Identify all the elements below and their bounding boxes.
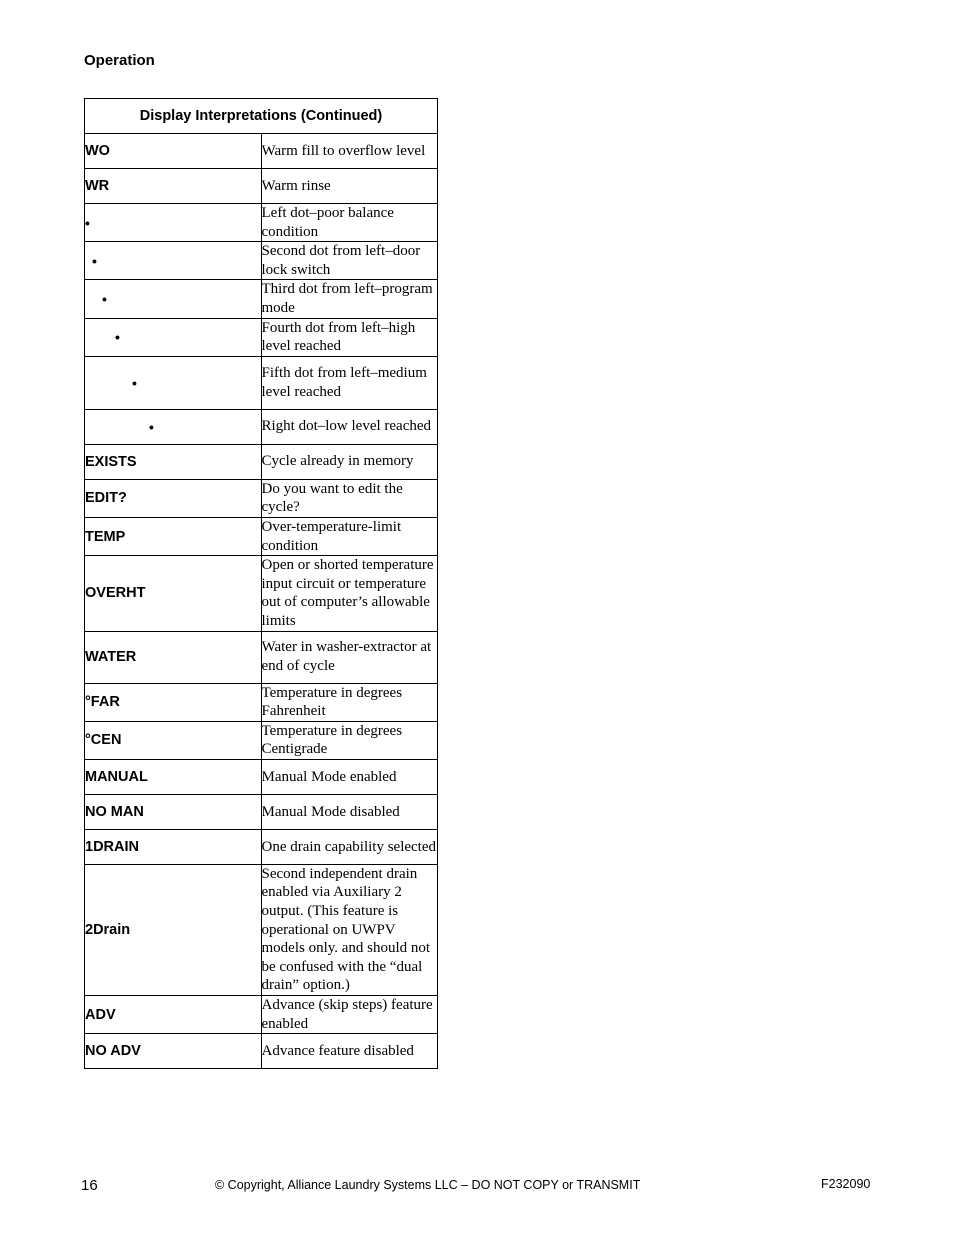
display-dot-cell — [85, 318, 262, 356]
code-description: Second dot from left–door lock switch — [261, 242, 438, 280]
dot-indicator-2: • — [92, 252, 97, 269]
display-dot-cell — [85, 280, 262, 318]
table-row — [85, 479, 438, 517]
table-row — [85, 242, 438, 280]
code-description: Second independent drain enabled via Auxiliary 2 output. (This feature is operational on UWPV models only. and should not be confused with the “dual drain” option.) — [261, 864, 438, 995]
code-description: Manual Mode enabled — [261, 759, 438, 794]
display-code: TEMP — [85, 517, 262, 555]
display-dot-cell — [85, 242, 262, 280]
dot-indicator-3: • — [102, 290, 107, 307]
code-description: One drain capability selected — [261, 829, 438, 864]
code-description: Advance (skip steps) feature enabled — [261, 996, 438, 1034]
display-code: EXISTS — [85, 444, 262, 479]
display-code: NO ADV — [85, 1034, 262, 1069]
table-row — [85, 996, 438, 1034]
code-description: Open or shorted temperature input circuit or temperature out of computer’s allowable limits — [261, 556, 438, 631]
table-row — [85, 1034, 438, 1069]
table-caption: Display Interpretations (Continued) — [85, 99, 438, 134]
display-code: ADV — [85, 996, 262, 1034]
code-description: Third dot from left–program mode — [261, 280, 438, 318]
display-code: 1DRAIN — [85, 829, 262, 864]
table-row — [85, 556, 438, 631]
table-row — [85, 517, 438, 555]
table-row — [85, 759, 438, 794]
table-row — [85, 318, 438, 356]
code-description: Left dot–poor balance condition — [261, 204, 438, 242]
display-code: °FAR — [85, 683, 262, 721]
table-row — [85, 631, 438, 683]
display-dot-cell — [85, 356, 262, 409]
table-row — [85, 409, 438, 444]
table-row — [85, 169, 438, 204]
table-row — [85, 356, 438, 409]
table-row — [85, 683, 438, 721]
table-caption-row — [85, 99, 438, 134]
display-code: NO MAN — [85, 794, 262, 829]
code-description: Temperature in degrees Centigrade — [261, 721, 438, 759]
dot-indicator-6: • — [149, 418, 154, 435]
display-code: WATER — [85, 631, 262, 683]
code-description: Warm rinse — [261, 169, 438, 204]
table-row — [85, 134, 438, 169]
display-code: EDIT? — [85, 479, 262, 517]
table-row — [85, 864, 438, 995]
display-dot-cell — [85, 409, 262, 444]
display-code: WR — [85, 169, 262, 204]
display-dot-cell — [85, 204, 262, 242]
code-description: Advance feature disabled — [261, 1034, 438, 1069]
display-code: MANUAL — [85, 759, 262, 794]
code-description: Fifth dot from left–medium level reached — [261, 356, 438, 409]
page-number: 16 — [81, 1177, 98, 1194]
display-code: WO — [85, 134, 262, 169]
dot-indicator-1: • — [85, 214, 90, 231]
code-description: Do you want to edit the cycle? — [261, 479, 438, 517]
table-row — [85, 794, 438, 829]
code-description: Over-temperature-limit condition — [261, 517, 438, 555]
display-code: 2Drain — [85, 864, 262, 995]
code-description: Manual Mode disabled — [261, 794, 438, 829]
dot-indicator-5: • — [132, 374, 137, 391]
code-description: Warm fill to overflow level — [261, 134, 438, 169]
table-row — [85, 721, 438, 759]
dot-indicator-4: • — [115, 329, 120, 346]
table-row — [85, 280, 438, 318]
section-heading: Operation — [84, 52, 155, 69]
table-row — [85, 829, 438, 864]
display-code: °CEN — [85, 721, 262, 759]
table-row — [85, 204, 438, 242]
copyright-notice: © Copyright, Alliance Laundry Systems LLC – DO NOT COPY or TRANSMIT — [215, 1178, 641, 1192]
code-description: Cycle already in memory — [261, 444, 438, 479]
document-number: F232090 — [821, 1177, 871, 1191]
code-description: Right dot–low level reached — [261, 409, 438, 444]
code-description: Water in washer-extractor at end of cycle — [261, 631, 438, 683]
display-code: OVERHT — [85, 556, 262, 631]
display-interpretations-table — [84, 98, 438, 1069]
table-row — [85, 444, 438, 479]
code-description: Temperature in degrees Fahrenheit — [261, 683, 438, 721]
code-description: Fourth dot from left–high level reached — [261, 318, 438, 356]
